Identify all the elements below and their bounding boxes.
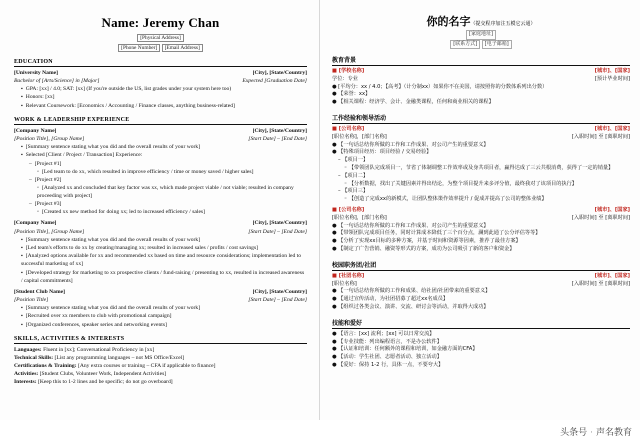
skills-label: Certifications & Training:	[14, 363, 77, 370]
club-org-row	[14, 288, 307, 296]
cn-club-role: [职位名称]	[332, 280, 357, 287]
work-bullet: ▪ [Led team's efforts to do xx by creating/managing xx; resulted in increased sales / profits / cost savings]	[14, 244, 307, 252]
cn-work2-location: [城市]、[国家]	[594, 206, 630, 213]
work-date: [Start Date] – [End Date]	[248, 136, 307, 143]
work-org-row	[14, 127, 307, 135]
education-date: Expected [Graduation Date]	[242, 78, 307, 85]
section-heading-education: EDUCATION	[14, 59, 307, 67]
club-role-row	[14, 296, 307, 304]
footer-bar	[0, 420, 640, 442]
cn-skills-bullet: ● 【语言：[xx] 流利；[xx] 可以日常交流】	[332, 330, 435, 337]
work-location: [City], [State/Country]	[252, 127, 307, 134]
work-date: [Start Date] – [End Date]	[248, 228, 307, 235]
cn-work-subbullet: – 【项目三】	[338, 188, 369, 195]
cn-work-date: [入职时间] 至 [离职时间]	[571, 133, 630, 140]
cn-work-org: ■ [公司名称]	[332, 125, 365, 132]
physical-address: [Physical Address]	[137, 34, 184, 42]
phone-number: [Phone Number]	[118, 44, 160, 52]
cn-work2-date: [入职时间] 至 [离职时间]	[571, 214, 630, 221]
cn-club-bullet: ● 【一句话总结你所做的工作和成果、给社团/社团带来的重要意义】	[332, 288, 491, 295]
club-location: [City], [State/Country]	[252, 288, 307, 295]
skills-line	[14, 378, 307, 386]
club-org: [Student Club Name]	[14, 288, 65, 295]
education-bullet: ▪ Relevant Coursework: [Economics / Accounting / Finance classes, anything business-related]	[14, 102, 307, 110]
cn-work2-bullet: ● 【分析了实现xx目标的多种方案，并基于时间和资源等因素，推荐了最佳方案】	[332, 238, 521, 245]
section-heading-work: WORK & LEADERSHIP EXPERIENCE	[14, 117, 307, 125]
club-bullet: ▪ [Summary sentence stating what you did and the overall results of your work]	[14, 304, 307, 312]
work-org: [Company Name]	[14, 127, 57, 134]
club-bullet: ▪ [Recruited over xx members to club with promotional campaign]	[14, 312, 307, 320]
cn-edu-degree: 学位：专业	[332, 75, 358, 82]
watermark-account: 声名教育	[595, 428, 632, 438]
cn-edu-degree-row	[332, 76, 630, 84]
work-bullet: ▪ [Analyzed options available for xx and recommended xx based on time and resource considerations; implementation led to successful marketing of xx]	[14, 252, 307, 268]
cn-section-heading-skills: 技能和爱好	[332, 318, 630, 329]
cn-work2-bullet: ● 【制定了广告营销、融资等形式的方案，成功为公司吸引了新的客户和资金】	[332, 245, 515, 252]
skills-value: [List any programming languages – not MS Office/Excel]	[54, 354, 185, 361]
cn-work-bullet: ● 【一句话总结你所做的工作和工作成果、对公司产生的重要意义】	[332, 141, 489, 148]
work-bullet: ▪ [Summary sentence stating what you did and the overall results of your work]	[14, 143, 307, 151]
cn-work2-org: ■ [公司名称]	[332, 206, 365, 213]
cn-skills-bullet: ● 【活动：学生社团、志愿者活动、独立活动】	[332, 354, 442, 361]
skills-line	[14, 370, 307, 378]
cn-work-subsubbullet: ◦ 【创造了完成xx的新模式，让团队整体策作效率提升 / 促成并提高了公司的整体业绩】	[344, 196, 547, 203]
cn-work2-bullet: ● 【带领团队完成项目任务，同时计算成本降低了三个百分点，澜到此通了公分评估等等】	[332, 230, 541, 237]
cn-phone: [联系方式]	[450, 40, 480, 50]
skills-line	[14, 362, 307, 370]
watermark-separator: ·	[590, 428, 593, 438]
address-line	[14, 34, 307, 42]
skills-value: [Any extra courses or training – CFA if applicable to finance]	[77, 363, 216, 370]
cn-club-date: [入职时间] 至 [离职时间]	[571, 280, 630, 287]
cn-section-heading-clubs: 校园职务团/社团	[332, 260, 630, 271]
cn-skills-bullet: ● 【认证和培训：任何额外的课程和培训，如金融方面的CFA】	[332, 346, 478, 353]
cn-club-org: ■ [社团名称]	[332, 272, 365, 279]
club-role: [Position Title]	[14, 297, 49, 303]
education-bullet: ▪ GPA: [xx] / 4.0; SAT: [xx] (If you're outside the US, list grades under your system here too)	[14, 85, 307, 93]
cn-physical-address: [家庭地址]	[466, 30, 496, 40]
cn-section-heading-work: 工作经验和领导活动	[332, 113, 630, 124]
skills-value: [Keep this to 1-2 lines and be specific; do not go overboard]	[37, 379, 173, 386]
work-bullet: ▪ [Summary sentence stating what you did and the overall results of your work]	[14, 236, 307, 244]
cn-work2-role-row	[332, 215, 630, 223]
club-bullet: ▪ [Organized conferences, speaker series and networking events]	[14, 321, 307, 329]
cn-edu-org: ■ [学校名称]	[332, 68, 365, 74]
cn-club-org-row	[332, 273, 630, 281]
work-role-row	[14, 228, 307, 236]
name-header	[14, 14, 307, 52]
cn-edu-org-row	[332, 68, 630, 76]
cn-skills-bullet: ● 【爱好：保持 1-2 行，具体一点，不要夸大】	[332, 361, 444, 368]
work-subbullet: – [Project #3]	[14, 200, 307, 208]
education-degree-row	[14, 77, 307, 85]
work-bullet: ▪ [Developed strategy for marketing to xx prospective clients / fund-raising / presenting to xx, resulted in increased awareness / capital commitments]	[14, 269, 307, 285]
cn-work-role: [职位名称]，[部门名称]	[332, 133, 387, 140]
skills-value: Fluent in [xx]; Conversational Proficiency in [xx]	[43, 346, 155, 353]
cn-club-location: [城市]、[国家]	[594, 272, 630, 279]
cn-edu-bullet: ● [平均分：xx / 4.0；【高考】（计分制xx）如果你不在美国，请按照你的分数体系列出分数）	[332, 83, 548, 90]
cn-contact-line	[332, 40, 630, 50]
cn-edu-location: [城市]、[国家]	[594, 68, 630, 74]
cn-edu-bullet: ● 【荣誉：xx】	[332, 91, 371, 98]
chinese-resume-column	[320, 0, 640, 420]
cn-edu-date: [预计毕业时间]	[594, 75, 630, 82]
education-degree: Bachelor of [Arts/Science] in [Major]	[14, 78, 100, 85]
skills-label: Languages:	[14, 346, 42, 353]
club-date: [Start Date] – [End Date]	[248, 297, 307, 303]
work-org: [Company Name]	[14, 220, 57, 227]
work-role-row	[14, 135, 307, 143]
work-bullet: ▪ Selected [Client / Project / Transaction] Experience:	[14, 151, 307, 159]
cn-club-bullet: ● 【组织过各类会议、演讲、交流、研讨会等活动，并取得大成功】	[332, 303, 489, 310]
section-heading-skills: SKILLS, ACTIVITIES & INTERESTS	[14, 336, 307, 344]
cn-work-role-row	[332, 134, 630, 142]
cn-work-subsubbullet: ◦ 【分析数据，找出了关键因素并得出结论，为整个项目提升来多评分值，最终我对了该项目的执行】	[344, 180, 577, 187]
work-location: [City], [State/Country]	[252, 220, 307, 227]
cn-work-subbullet: – 【项目一】	[338, 157, 369, 164]
work-subbullet: – [Project #2]	[14, 176, 307, 184]
work-subsubbullet: ◦ [Analyzed xx and concluded that key factor was xx, which made project viable / not viable; resulted in company proceeding with project]	[14, 184, 307, 200]
education-location: [City], [State/Country]	[252, 70, 307, 76]
cn-work-subbullet: – 【项目二】	[338, 172, 369, 179]
cn-work-location: [城市]、[国家]	[594, 125, 630, 132]
cn-work-subsubbullet: ◦ 【带领团队完成项目一，节省了体制调整工作效率或及身共项目者，赢得达成了三云共根消费，获得了一定的销量】	[344, 164, 614, 171]
work-subsubbullet: ◦ [Created xx new method for doing xx; led to increased efficiency / sales]	[14, 208, 307, 216]
cn-work2-bullet: ● 【一句话总结你所做的工作和工作成果、对公司产生的重要意义】	[332, 222, 489, 229]
cn-work2-org-row	[332, 207, 630, 215]
education-org: [University Name]	[14, 70, 58, 76]
skills-value: [Student Clubs, Volunteer Work, Independent Activities]	[39, 371, 167, 378]
skills-label: Interests:	[14, 379, 37, 386]
skills-label: Activities:	[14, 371, 39, 378]
cn-edu-bullet: ● 【相关课程：经济学、会计、金融类课程，任何和商业相关的课程】	[332, 99, 494, 106]
cn-candidate-name	[332, 13, 630, 29]
skills-line	[14, 346, 307, 354]
education-bullet: ▪ Honors: [xx]	[14, 93, 307, 101]
cn-name-text: 你的名字	[426, 15, 471, 28]
work-role: [Position Title], [Group Name]	[14, 228, 85, 235]
contact-line	[14, 44, 307, 52]
cn-work2-role: [职位名称]，[部门名称]	[332, 214, 387, 221]
watermark-platform: 头条号	[560, 428, 588, 438]
skills-line	[14, 354, 307, 362]
cn-address-line	[332, 30, 630, 40]
cn-email: [电子邮箱]	[482, 40, 512, 50]
watermark	[560, 425, 632, 438]
work-role: [Position Title], [Group Name]	[14, 136, 85, 143]
candidate-name: Name: Jeremy Chan	[101, 15, 220, 30]
work-subsubbullet: ◦ [Led team to do xx, which resulted in improve efficiency / time or money saved / higher sales]	[14, 168, 307, 176]
work-org-row	[14, 219, 307, 227]
education-org-row	[14, 69, 307, 77]
work-subbullet: – [Project #1]	[14, 160, 307, 168]
cn-club-bullet: ● 【通过宣传活动，为社团招募了超过xx名成员】	[332, 296, 449, 303]
email-address: [Email Address]	[162, 44, 203, 52]
skills-label: Technical Skills:	[14, 354, 54, 361]
cn-section-heading-education: 教育背景	[332, 55, 630, 66]
cn-work-bullet: ● 【特殊项目经历：项目经验 / 交易经验】	[332, 149, 432, 156]
cn-work-org-row	[332, 126, 630, 134]
cn-name-note: （提交程序加注五模它云通）	[470, 21, 536, 27]
english-resume-column	[0, 0, 320, 420]
cn-skills-bullet: ● 【专业技能：列出编程语言，不是办公软件】	[332, 338, 442, 345]
